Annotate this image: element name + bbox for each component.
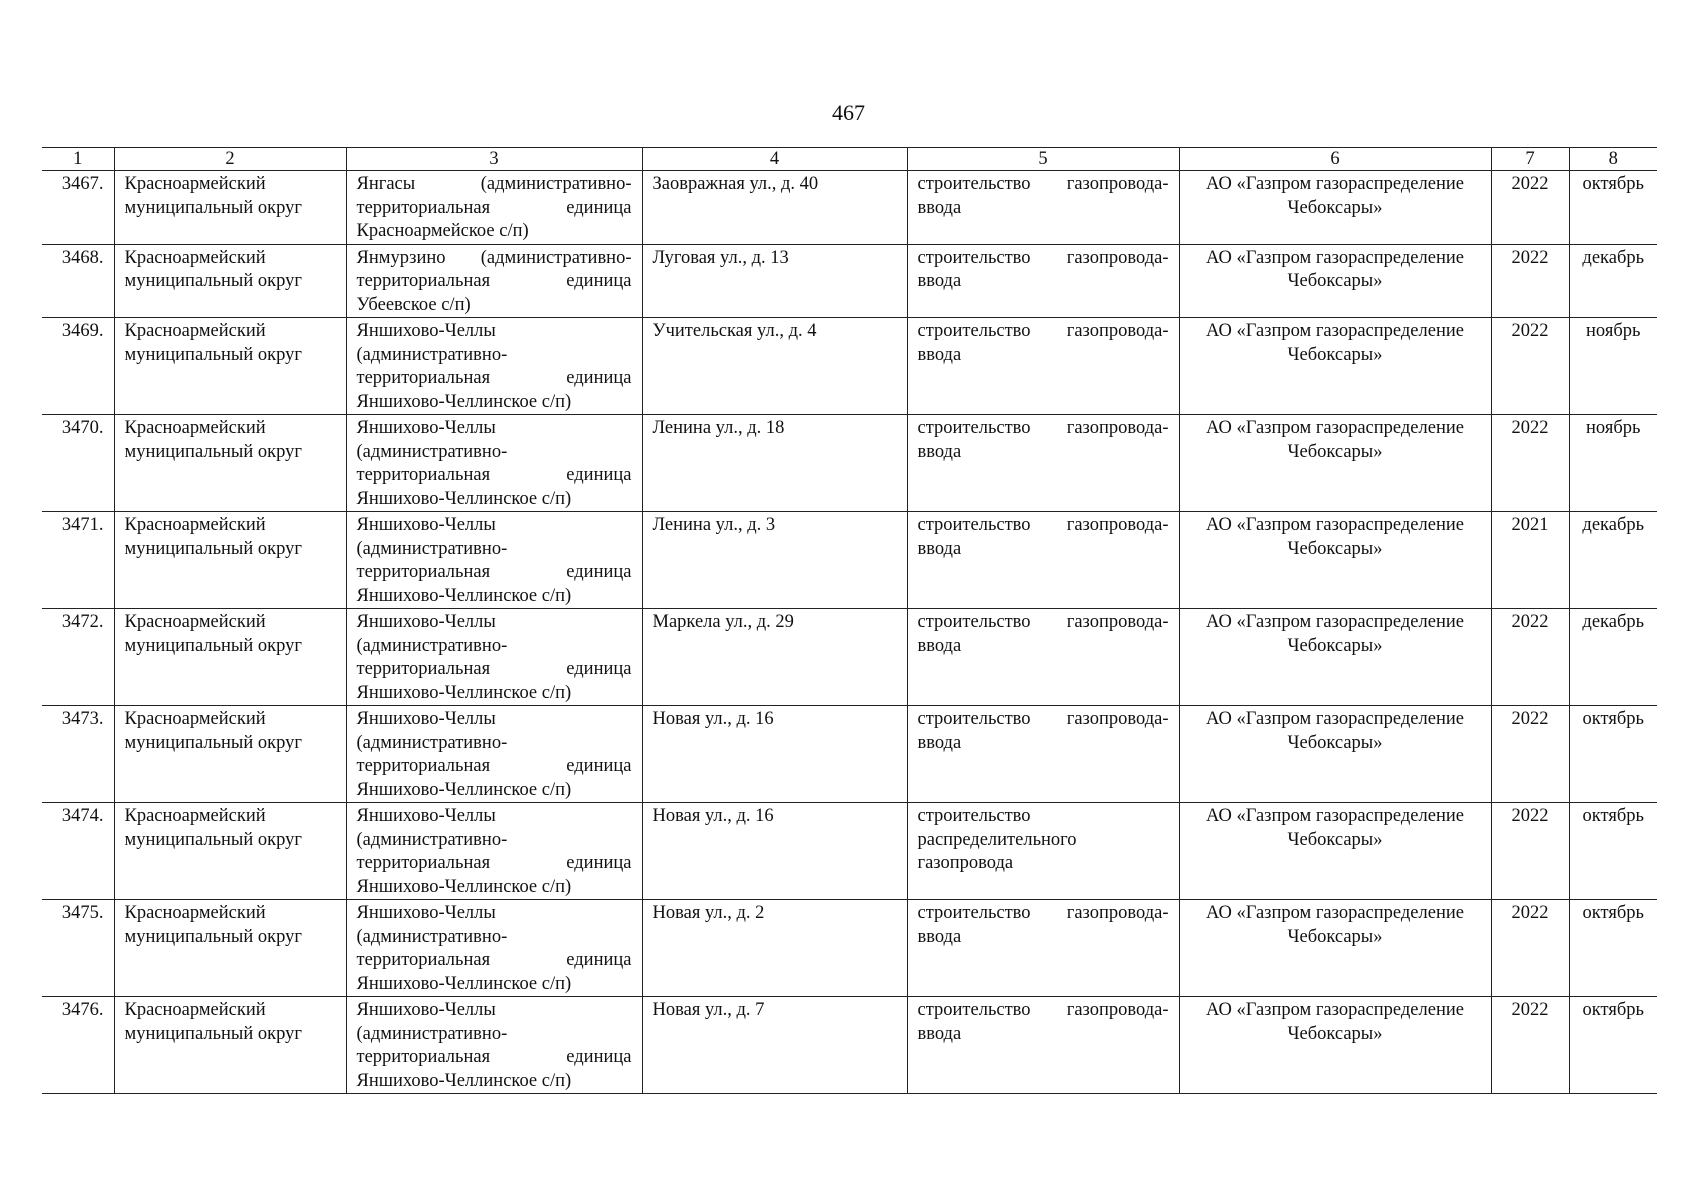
month-cell: октябрь: [1569, 900, 1657, 997]
organization-cell: АО «Газпром газораспределение Чебоксары»: [1179, 900, 1491, 997]
row-number-cell: 3467.: [42, 171, 114, 245]
table-row: [42, 415, 1657, 512]
month-cell: декабрь: [1569, 609, 1657, 706]
row-number-cell: 3474.: [42, 803, 114, 900]
settlement-cell: Яншихово-Челлы (административно-территориальная единица Яншихово-Челлинское с/п): [346, 900, 642, 997]
district-cell: Красноармейский муниципальный округ: [114, 706, 346, 803]
month-cell: октябрь: [1569, 706, 1657, 803]
month-cell: декабрь: [1569, 244, 1657, 318]
column-header: 4: [642, 148, 907, 171]
row-number-cell: 3469.: [42, 318, 114, 415]
work-type-cell: строительство газопровода-ввода: [907, 609, 1179, 706]
district-cell: Красноармейский муниципальный округ: [114, 171, 346, 245]
registry-body: [42, 171, 1657, 1094]
column-header: 2: [114, 148, 346, 171]
work-type-cell: строительство газопровода-ввода: [907, 997, 1179, 1094]
organization-cell: АО «Газпром газораспределение Чебоксары»: [1179, 997, 1491, 1094]
row-number-cell: 3476.: [42, 997, 114, 1094]
month-cell: ноябрь: [1569, 415, 1657, 512]
district-cell: Красноармейский муниципальный округ: [114, 900, 346, 997]
work-type-cell: строительство распределительного газопровода: [907, 803, 1179, 900]
work-type-cell: строительство газопровода-ввода: [907, 706, 1179, 803]
district-cell: Красноармейский муниципальный округ: [114, 512, 346, 609]
year-cell: 2022: [1491, 706, 1569, 803]
column-header: 1: [42, 148, 114, 171]
settlement-cell: Яншихово-Челлы (административно-территориальная единица Яншихово-Челлинское с/п): [346, 609, 642, 706]
row-number-cell: 3472.: [42, 609, 114, 706]
table-row: [42, 171, 1657, 245]
row-number-cell: 3473.: [42, 706, 114, 803]
year-cell: 2022: [1491, 171, 1569, 245]
table-row: [42, 244, 1657, 318]
settlement-cell: Янмурзино (административно-территориальная единица Убеевское с/п): [346, 244, 642, 318]
address-cell: Ленина ул., д. 18: [642, 415, 907, 512]
work-type-cell: строительство газопровода-ввода: [907, 512, 1179, 609]
row-number-cell: 3475.: [42, 900, 114, 997]
district-cell: Красноармейский муниципальный округ: [114, 244, 346, 318]
table-row: [42, 609, 1657, 706]
year-cell: 2022: [1491, 803, 1569, 900]
address-cell: Новая ул., д. 7: [642, 997, 907, 1094]
year-cell: 2021: [1491, 512, 1569, 609]
year-cell: 2022: [1491, 415, 1569, 512]
address-cell: Ленина ул., д. 3: [642, 512, 907, 609]
organization-cell: АО «Газпром газораспределение Чебоксары»: [1179, 171, 1491, 245]
month-cell: декабрь: [1569, 512, 1657, 609]
address-cell: Луговая ул., д. 13: [642, 244, 907, 318]
address-cell: Учительская ул., д. 4: [642, 318, 907, 415]
district-cell: Красноармейский муниципальный округ: [114, 415, 346, 512]
column-header: 7: [1491, 148, 1569, 171]
organization-cell: АО «Газпром газораспределение Чебоксары»: [1179, 609, 1491, 706]
year-cell: 2022: [1491, 318, 1569, 415]
table-row: [42, 706, 1657, 803]
address-cell: Новая ул., д. 16: [642, 803, 907, 900]
organization-cell: АО «Газпром газораспределение Чебоксары»: [1179, 512, 1491, 609]
work-type-cell: строительство газопровода-ввода: [907, 415, 1179, 512]
table-row: [42, 803, 1657, 900]
district-cell: Красноармейский муниципальный округ: [114, 997, 346, 1094]
organization-cell: АО «Газпром газораспределение Чебоксары»: [1179, 803, 1491, 900]
column-header: 3: [346, 148, 642, 171]
row-number-cell: 3470.: [42, 415, 114, 512]
address-cell: Маркела ул., д. 29: [642, 609, 907, 706]
table-row: [42, 318, 1657, 415]
address-cell: Заовражная ул., д. 40: [642, 171, 907, 245]
table-row: [42, 997, 1657, 1094]
month-cell: октябрь: [1569, 997, 1657, 1094]
settlement-cell: Яншихово-Челлы (административно-территориальная единица Яншихово-Челлинское с/п): [346, 706, 642, 803]
settlement-cell: Яншихово-Челлы (административно-территориальная единица Яншихово-Челлинское с/п): [346, 512, 642, 609]
settlement-cell: Яншихово-Челлы (административно-территориальная единица Яншихово-Челлинское с/п): [346, 415, 642, 512]
column-header: 5: [907, 148, 1179, 171]
settlement-cell: Яншихово-Челлы (административно-территориальная единица Яншихово-Челлинское с/п): [346, 997, 642, 1094]
column-header: 8: [1569, 148, 1657, 171]
row-number-cell: 3471.: [42, 512, 114, 609]
year-cell: 2022: [1491, 997, 1569, 1094]
settlement-cell: Яншихово-Челлы (административно-территориальная единица Яншихово-Челлинское с/п): [346, 803, 642, 900]
organization-cell: АО «Газпром газораспределение Чебоксары»: [1179, 706, 1491, 803]
district-cell: Красноармейский муниципальный округ: [114, 609, 346, 706]
work-type-cell: строительство газопровода-ввода: [907, 900, 1179, 997]
month-cell: ноябрь: [1569, 318, 1657, 415]
column-header: 6: [1179, 148, 1491, 171]
work-type-cell: строительство газопровода-ввода: [907, 244, 1179, 318]
year-cell: 2022: [1491, 900, 1569, 997]
registry-table: [42, 147, 1657, 1094]
district-cell: Красноармейский муниципальный округ: [114, 318, 346, 415]
address-cell: Новая ул., д. 2: [642, 900, 907, 997]
year-cell: 2022: [1491, 244, 1569, 318]
year-cell: 2022: [1491, 609, 1569, 706]
table-row: [42, 900, 1657, 997]
address-cell: Новая ул., д. 16: [642, 706, 907, 803]
settlement-cell: Яншихово-Челлы (административно-территориальная единица Яншихово-Челлинское с/п): [346, 318, 642, 415]
organization-cell: АО «Газпром газораспределение Чебоксары»: [1179, 415, 1491, 512]
row-number-cell: 3468.: [42, 244, 114, 318]
district-cell: Красноармейский муниципальный округ: [114, 803, 346, 900]
work-type-cell: строительство газопровода-ввода: [907, 318, 1179, 415]
organization-cell: АО «Газпром газораспределение Чебоксары»: [1179, 318, 1491, 415]
table-row: [42, 512, 1657, 609]
month-cell: октябрь: [1569, 171, 1657, 245]
month-cell: октябрь: [1569, 803, 1657, 900]
work-type-cell: строительство газопровода-ввода: [907, 171, 1179, 245]
column-number-row: [42, 148, 1657, 171]
page-number: 467: [832, 100, 865, 125]
organization-cell: АО «Газпром газораспределение Чебоксары»: [1179, 244, 1491, 318]
settlement-cell: Янгасы (административно-территориальная единица Красноармейское с/п): [346, 171, 642, 245]
